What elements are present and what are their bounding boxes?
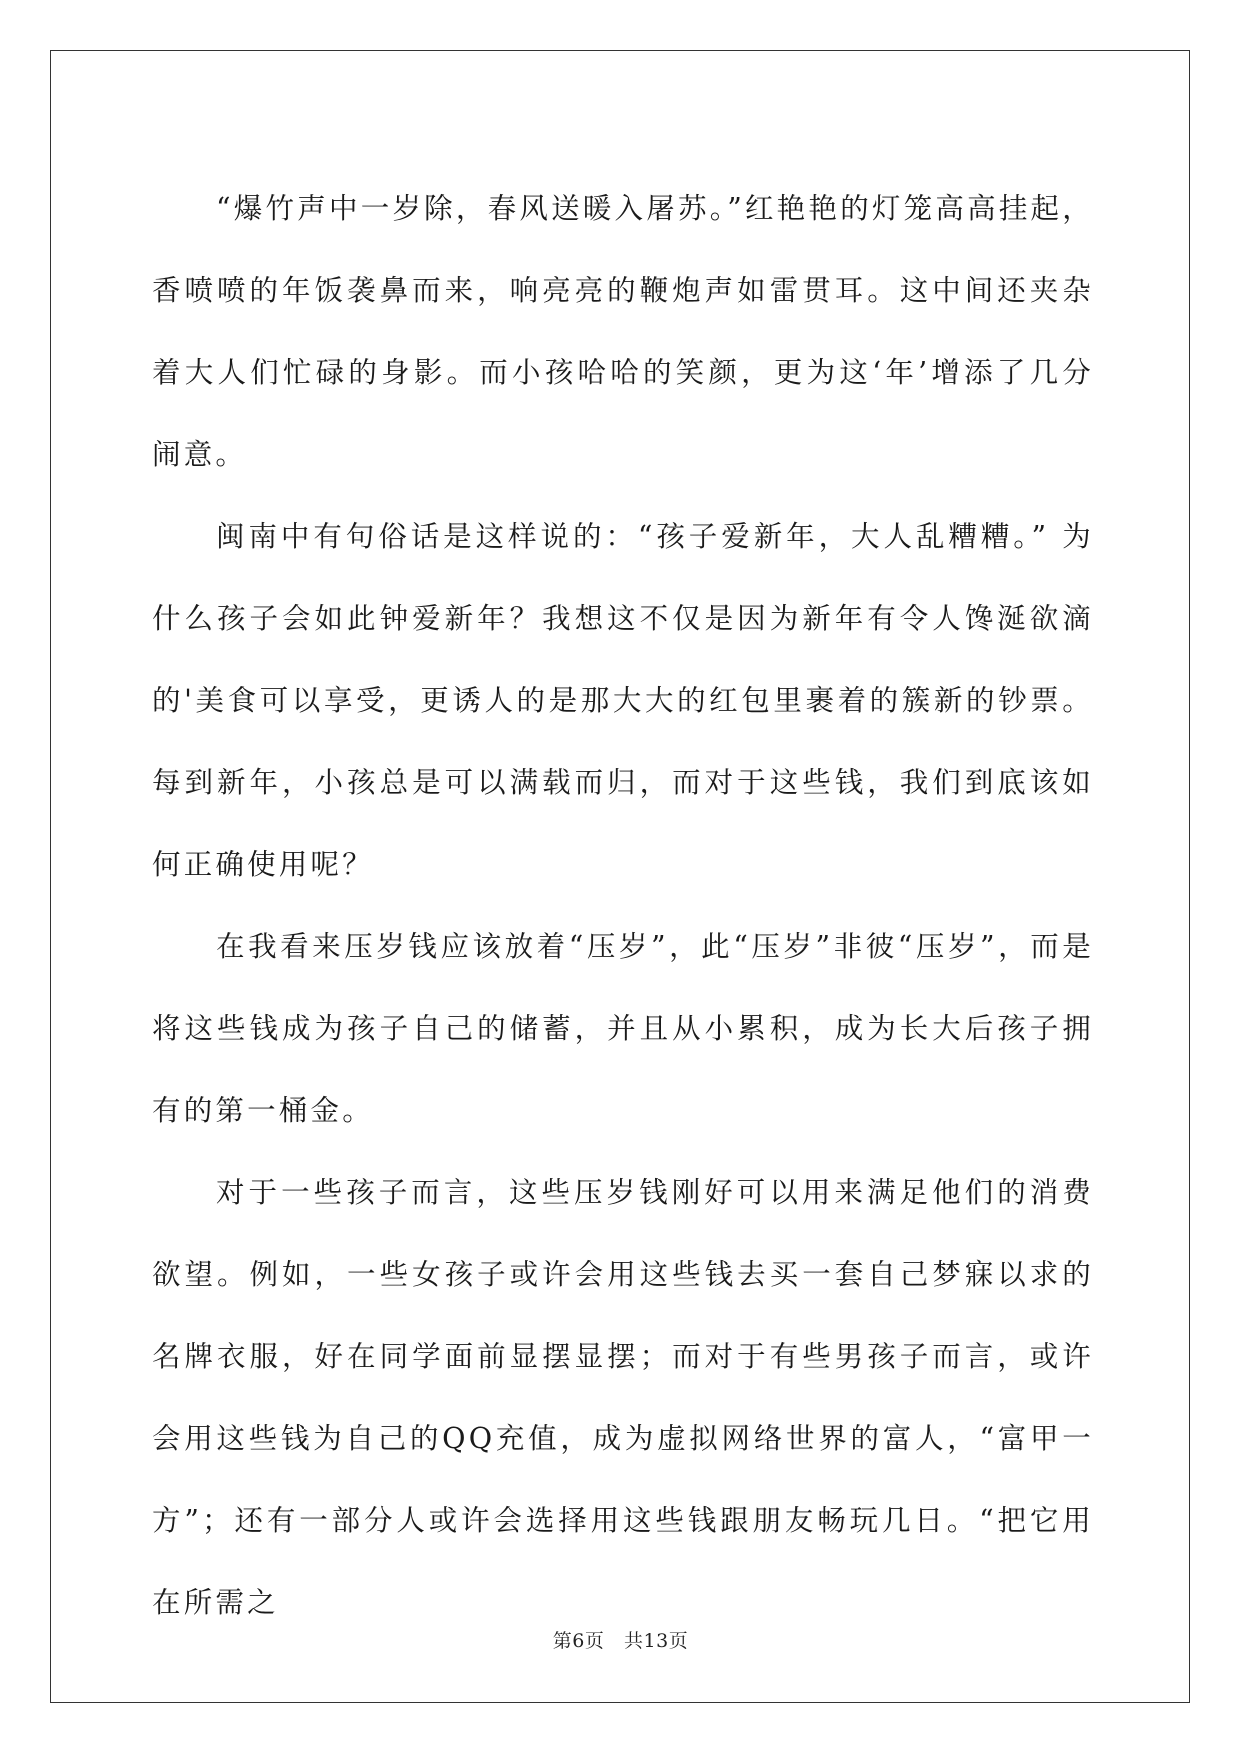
page-total: 共13页 bbox=[624, 1630, 689, 1652]
page-footer bbox=[0, 1626, 1241, 1653]
page-number: 第6页 bbox=[552, 1630, 605, 1652]
paragraph-2: 闽南中有句俗话是这样说的：“孩子爱新年，大人乱糟糟。” 为什么孩子会如此钟爱新年？我想这不仅是因为新年有令人馋涎欲滴的'美食可以享受，更诱人的是那大大的红包里裹着的簇新的钞票。每到新年，小孩总是可以满载而归，而对于这些钱，我们到底该如何正确使用呢？ bbox=[152, 520, 1094, 881]
paragraph-4: 对于一些孩子而言，这些压岁钱刚好可以用来满足他们的消费欲望。例如，一些女孩子或许会用这些钱去买一套自己梦寐以求的名牌衣服，好在同学面前显摆显摆；而对于有些男孩子而言，或许会用这些钱为自己的QQ充值，成为虚拟网络世界的富人，“富甲一方”；还有一部分人或许会选择用这些钱跟朋友畅玩几日。“把它用在所需之 bbox=[152, 1176, 1094, 1619]
document-body bbox=[152, 168, 1094, 1644]
paragraph-1: “爆竹声中一岁除，春风送暖入屠苏。”红艳艳的灯笼高高挂起，香喷喷的年饭袭鼻而来，响亮亮的鞭炮声如雷贯耳。这中间还夹杂着大人们忙碌的身影。而小孩哈哈的笑颜，更为这‘年’增添了几分闹意。 bbox=[152, 192, 1094, 471]
paragraph-3: 在我看来压岁钱应该放着“压岁”，此“压岁”非彼“压岁”，而是将这些钱成为孩子自己的储蓄，并且从小累积，成为长大后孩子拥有的第一桶金。 bbox=[152, 930, 1094, 1127]
